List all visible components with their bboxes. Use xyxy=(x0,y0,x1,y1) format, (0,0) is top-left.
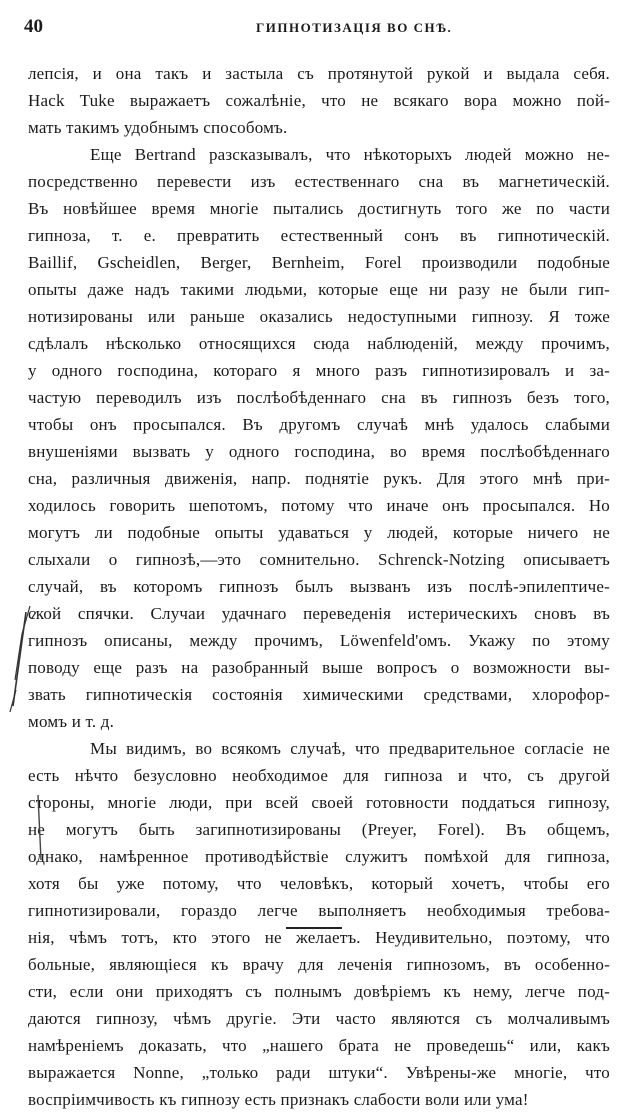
running-title: ГИПНОТИЗАЦІЯ ВО СНѢ. xyxy=(256,20,453,35)
text-line: у одного господина, котораго я много разъ гипнотизировалъ и за- xyxy=(28,361,610,380)
text-line: воспріимчивость къ гипнозу есть признакъ слабости воли или ума! xyxy=(28,1090,529,1109)
text-line: внушеніями вызвать у одного господина, во время послѣобѣденнаго xyxy=(28,442,610,461)
text-line: однако, намѣренное противодѣйствіе служитъ помѣхой для гипноза, xyxy=(28,847,610,866)
text-line: не могутъ быть загипнотизированы (Preyer, Forel). Въ общемъ, xyxy=(28,820,610,839)
text-line: могутъ ли подобные опыты удаваться у людей, которые ничего не xyxy=(28,523,610,542)
page-number: 40 xyxy=(24,16,43,37)
text-line: больные, являющіеся къ врачу для леченія гипнозомъ, въ особенно- xyxy=(28,955,610,974)
text-line: Еще Bertrand разсказывалъ, что нѣкоторыхъ людей можно не- xyxy=(90,145,610,164)
page-header xyxy=(24,16,612,40)
text-line: Въ новѣйшее время многіе пытались достигнуть того же по части xyxy=(28,199,610,218)
text-line: ходилось говорить шепотомъ, потому что иначе онъ просыпался. Но xyxy=(28,496,610,515)
text-line: Hack Tuke выражаетъ сожалѣніе, что не всякаго вора можно пой- xyxy=(28,91,610,110)
text-line: нія, чѣмъ тотъ, кто этого не желаетъ. Неудивительно, поэтому, что xyxy=(28,928,610,947)
text-line: посредственно перевести изъ естественнаго сна въ магнетическій. xyxy=(28,172,610,191)
text-line: слыхали о гипнозѣ,—это сомнительно. Schrenck-Notzing описываетъ xyxy=(28,550,610,569)
text-line: чтобы онъ просыпался. Въ другомъ случаѣ мнѣ удалось слабыми xyxy=(28,415,610,434)
text-line: ской спячки. Случаи удачнаго переведенія истерическихъ сновъ въ xyxy=(28,604,610,623)
text-line: мать такимъ удобнымъ способомъ. xyxy=(28,118,288,137)
text-line: даются гипнозу, чѣмъ другіе. Эти часто являются съ молчаливымъ xyxy=(28,1009,610,1028)
paragraph xyxy=(28,60,610,141)
body-text xyxy=(28,60,610,1113)
text-line: гипнозъ описаны, между прочимъ, Löwenfeld'омъ. Укажу по этому xyxy=(28,631,610,650)
text-line: выражается Nonne, „только ради штуки“. Увѣрены-же многіе, что xyxy=(28,1063,610,1082)
text-line: есть нѣчто безусловно необходимое для гипноза и что, съ другой xyxy=(28,766,610,785)
text-line: хотя бы уже потому, что человѣкъ, который хочетъ, чтобы его xyxy=(28,874,610,893)
text-line: случай, въ которомъ гипнозъ былъ вызванъ изъ послѣ-эпилептиче- xyxy=(28,577,610,596)
text-line: Baillif, Gscheidlen, Berger, Bernheim, Forel производили подобные xyxy=(28,253,610,272)
text-line: звать гипнотическія состоянія химическими средствами, хлорофор- xyxy=(28,685,610,704)
text-line: сдѣлалъ нѣсколько относящихся сюда наблюденій, между прочимъ, xyxy=(28,334,610,353)
text-line: момъ и т. д. xyxy=(28,712,115,731)
text-line: намѣреніемъ доказать, что „нашего брата не проведешь“ или, какъ xyxy=(28,1036,610,1055)
text-line: гипноза, т. е. превратить естественный сонъ въ гипнотическій. xyxy=(28,226,610,245)
paragraph xyxy=(28,141,610,735)
text-line: опыты даже надъ такими людьми, которые еще ни разу не были гип- xyxy=(28,280,610,299)
text-line: сти, если они приходятъ съ полнымъ довѣріемъ къ нему, легче под- xyxy=(28,982,610,1001)
text-line: сна, различныя движенія, напр. поднятіе рукъ. Для этого мнѣ при- xyxy=(28,469,610,488)
end-rule xyxy=(286,927,342,929)
paragraph xyxy=(28,735,610,1113)
text-line: стороны, многіе люди, при всей своей готовности поддаться гипнозу, xyxy=(28,793,610,812)
text-line: лепсія, и она такъ и застыла съ протянутой рукой и выдала себя. xyxy=(28,64,610,83)
text-line: гипнотизировали, гораздо легче выполняетъ необходимыя требова- xyxy=(28,901,610,920)
text-line: Мы видимъ, во всякомъ случаѣ, что предварительное согласіе не xyxy=(90,739,610,758)
text-line: нотизированы или раньше оказались недоступными гипнозу. Я тоже xyxy=(28,307,610,326)
text-line: поводу еще разъ на разобранный выше вопросъ о возможности вы- xyxy=(28,658,610,677)
text-line: частую переводилъ изъ послѣобѣденнаго сна въ гипнозъ безъ того, xyxy=(28,388,610,407)
